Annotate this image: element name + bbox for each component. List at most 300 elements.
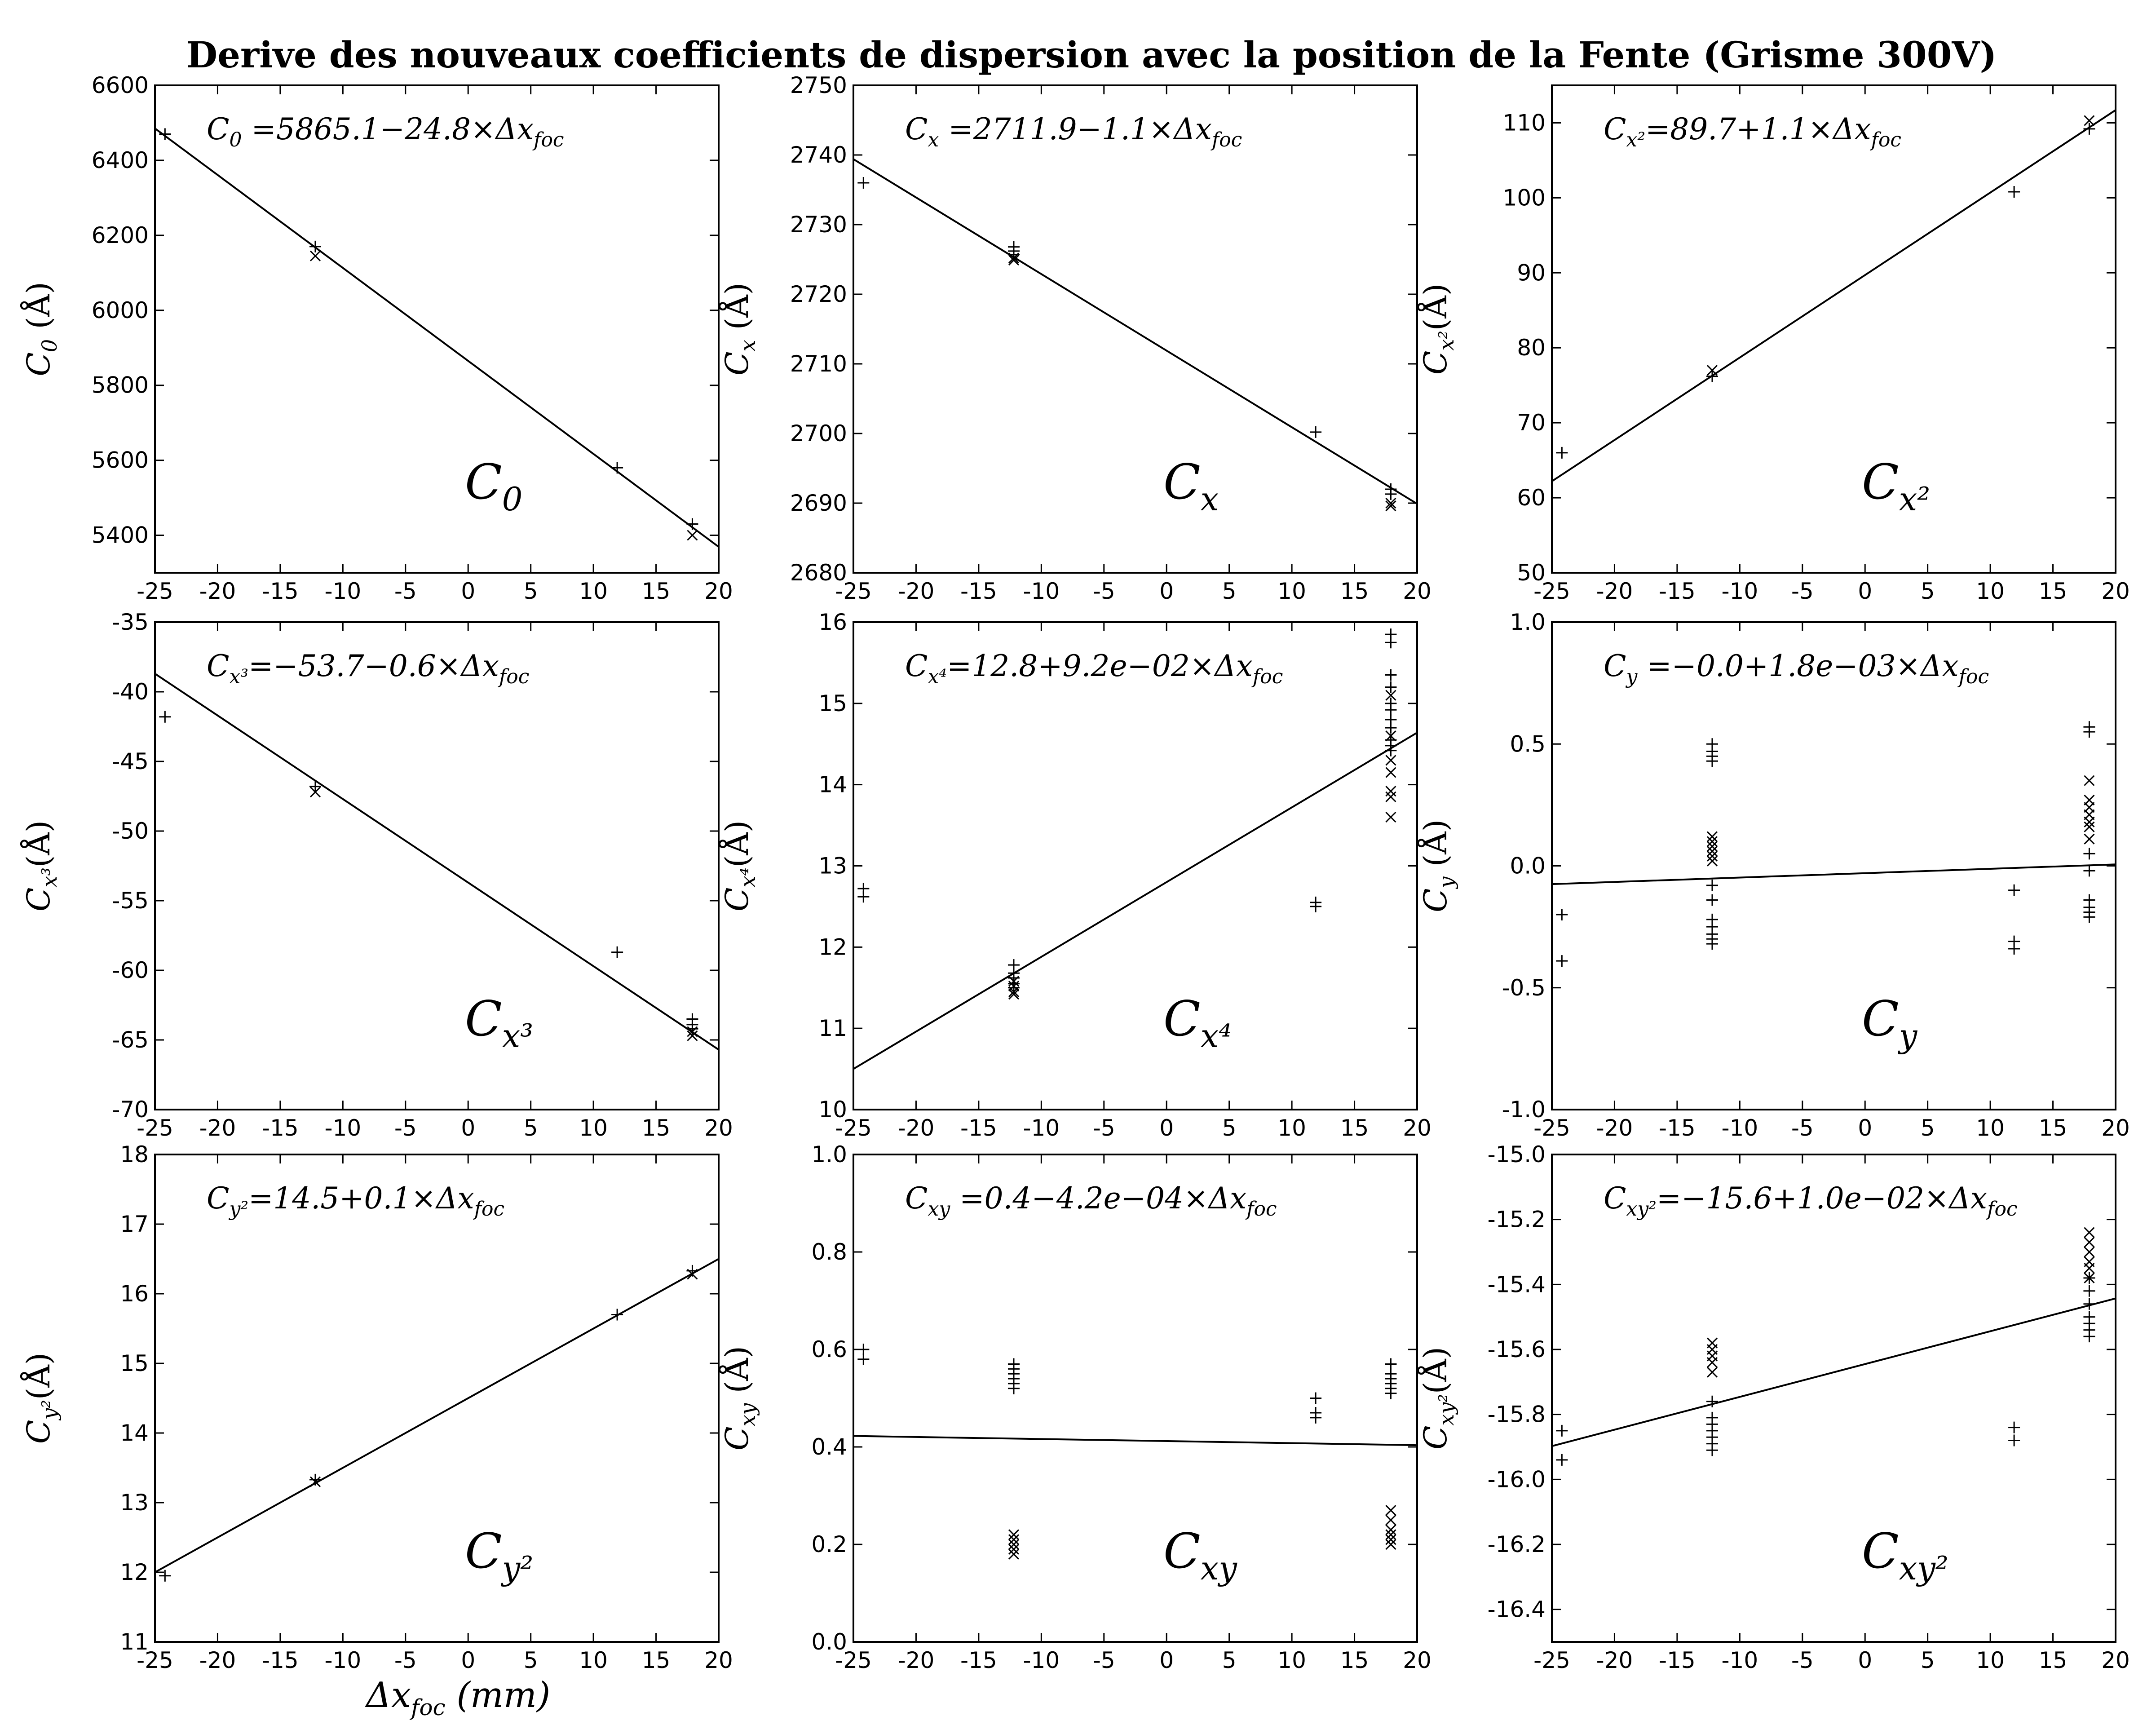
x-tick-label: 0	[1159, 1647, 1174, 1673]
equation-symbol: C	[905, 649, 928, 683]
y-tick-label: 1.0	[811, 1141, 847, 1168]
cross-marker	[1009, 1539, 1019, 1549]
x-tick-label: -10	[324, 578, 362, 604]
y-label-symbol: C	[1417, 350, 1454, 375]
plus-marker	[686, 518, 698, 530]
x-tick-label: -10	[1721, 1647, 1758, 1673]
plus-marker	[1706, 938, 1718, 950]
x-tick-label: -5	[394, 578, 417, 604]
y-tick-label: -40	[112, 679, 149, 705]
x-tick-label: 0	[461, 1115, 476, 1141]
y-tick-label: 13	[818, 853, 847, 879]
cross-marker	[2084, 822, 2094, 832]
x-tick-label: -5	[1791, 1115, 1814, 1141]
y-tick-label: -45	[112, 748, 149, 774]
cross-marker	[1707, 1358, 1717, 1367]
plus-marker	[1556, 447, 1568, 459]
coefficient-subscript: 0	[502, 480, 523, 518]
equation-rhs: =−15.6+1.0e−02×Δx	[1656, 1181, 1988, 1216]
equation-subscript: x³	[229, 665, 248, 688]
cross-marker	[2084, 776, 2094, 786]
y-label-unit: (Å)	[719, 283, 755, 340]
plot-frame	[1552, 1154, 2116, 1642]
y-label-subscript: y	[1434, 876, 1458, 889]
x-tick-label: 10	[579, 1647, 608, 1673]
coefficient-label	[1862, 1523, 1948, 1587]
y-tick-label: 110	[1502, 110, 1546, 136]
equation-subscript: x²	[1626, 128, 1645, 151]
x-tick-label: -15	[1659, 1115, 1696, 1141]
plus-marker	[2083, 1285, 2095, 1297]
fit-equation	[905, 1181, 1277, 1221]
y-tick-label: 14	[818, 771, 847, 798]
plus-marker	[2083, 911, 2095, 923]
y-axis-label	[20, 1353, 62, 1444]
cross-marker	[1386, 755, 1396, 765]
fit-line	[1552, 110, 2116, 481]
cross-marker	[1707, 841, 1717, 851]
data-layer	[1552, 1228, 2116, 1466]
x-tick-label: -20	[199, 578, 236, 604]
x-tick-label: 10	[1277, 1115, 1306, 1141]
y-label-symbol: C	[20, 1420, 57, 1444]
cross-marker	[687, 531, 697, 540]
y-axis-label	[719, 1346, 760, 1451]
x-tick-label: 5	[1222, 1115, 1237, 1141]
cross-marker	[1386, 1505, 1396, 1515]
plus-marker	[2083, 726, 2095, 738]
x-tick-label: 10	[1277, 578, 1306, 604]
plot-frame	[853, 85, 1417, 573]
equation-tail: foc	[1246, 1198, 1277, 1221]
x-tick-label: -15	[1659, 578, 1696, 604]
y-tick-label: 14	[120, 1420, 149, 1446]
x-tick-label: 15	[2038, 1647, 2068, 1673]
coefficient-symbol: C	[1862, 454, 1899, 510]
data-layer	[853, 628, 1417, 1069]
x-tick-label: 0	[1858, 578, 1873, 604]
x-tick-label: -25	[835, 1115, 872, 1141]
fit-equation	[905, 112, 1242, 151]
x-tick-label: -10	[1023, 1647, 1060, 1673]
plot-frame	[155, 622, 719, 1110]
cross-marker	[1386, 1515, 1396, 1525]
equation-rhs: =89.7+1.1×Δx	[1645, 112, 1871, 146]
x-tick-label: 0	[1159, 1115, 1174, 1141]
x-tick-label: -10	[324, 1647, 362, 1673]
y-axis-label	[1417, 283, 1458, 375]
y-tick-label: 0.0	[811, 1629, 847, 1655]
x-tick-label: 0	[1159, 578, 1174, 604]
equation-tail: foc	[534, 128, 564, 151]
x-tick-label: -15	[262, 1115, 299, 1141]
fit-line	[853, 733, 1417, 1069]
y-label-unit: (Å)	[1417, 283, 1454, 331]
cross-marker	[1386, 1530, 1396, 1539]
fit-line	[853, 1436, 1417, 1446]
y-tick-label: -70	[112, 1097, 149, 1123]
x-tick-label: -15	[960, 1647, 997, 1673]
x-tick-label: 10	[1976, 1647, 2005, 1673]
y-axis-label	[1417, 819, 1458, 912]
coefficient-symbol: C	[1163, 454, 1201, 510]
y-label-symbol: C	[20, 887, 57, 912]
y-tick-label: 11	[818, 1015, 847, 1042]
equation-subscript: y²	[229, 1198, 248, 1221]
x-tick-label: 20	[1403, 578, 1431, 604]
x-tick-label: 5	[523, 578, 538, 604]
x-tick-label: -15	[960, 1115, 997, 1141]
y-tick-label: -15.8	[1487, 1401, 1546, 1428]
plus-marker	[1556, 909, 1568, 920]
plus-marker	[2083, 1298, 2095, 1310]
y-tick-label: 0.0	[1510, 853, 1546, 879]
coefficient-subscript: x³	[502, 1017, 534, 1055]
x-tick-label: 0	[461, 578, 476, 604]
fit-equation	[207, 112, 564, 151]
y-tick-label: 2700	[790, 420, 847, 447]
y-tick-label: 2680	[790, 560, 847, 586]
plus-marker	[1008, 1383, 1020, 1394]
equation-symbol: C	[1604, 1181, 1626, 1216]
y-label-unit: (Å)	[719, 1346, 755, 1403]
x-tick-label: -25	[137, 1115, 173, 1141]
x-tick-label: 15	[2038, 1115, 2068, 1141]
x-tick-label: -25	[137, 1647, 173, 1673]
fit-equation	[1604, 1181, 2018, 1221]
x-tick-label: 15	[641, 1647, 671, 1673]
data-layer	[155, 1259, 719, 1582]
y-tick-label: 2720	[790, 281, 847, 307]
x-tick-label: -10	[1023, 578, 1060, 604]
x-tick-label: -20	[897, 1647, 935, 1673]
cross-marker	[2084, 834, 2094, 844]
x-tick-label: 5	[1920, 578, 1935, 604]
coefficient-label	[465, 991, 533, 1055]
y-label-subscript: x	[736, 340, 760, 352]
y-tick-label: 2710	[790, 351, 847, 377]
equation-tail: foc	[499, 665, 530, 688]
coefficient-symbol: C	[465, 454, 502, 510]
coefficient-subscript: y²	[502, 1549, 534, 1587]
plus-marker	[1706, 894, 1718, 906]
equation-subscript: xy	[928, 1198, 950, 1221]
cross-marker	[1707, 832, 1717, 841]
y-label-symbol: C	[719, 887, 755, 912]
equation-rhs: =12.8+9.2e−02×Δx	[946, 649, 1253, 683]
y-tick-label: 12	[818, 934, 847, 960]
cross-marker	[1707, 856, 1717, 866]
equation-subscript: x	[928, 128, 939, 151]
coefficient-symbol: C	[1163, 991, 1201, 1047]
y-tick-label: 0.5	[1510, 731, 1546, 757]
y-tick-label: -15.6	[1487, 1336, 1546, 1362]
y-label-subscript: x²	[1434, 331, 1458, 351]
plus-marker	[2083, 1331, 2095, 1342]
plot-frame	[853, 1154, 1417, 1642]
fit-equation	[207, 649, 529, 688]
chart-panel-3	[1417, 85, 2130, 604]
x-tick-label: 15	[1340, 578, 1369, 604]
y-tick-label: 15	[120, 1350, 149, 1376]
equation-symbol: C	[207, 112, 230, 146]
coefficient-subscript: y	[1899, 1017, 1917, 1055]
plus-marker	[309, 1474, 321, 1486]
plus-marker	[1706, 880, 1718, 891]
x-tick-label: -25	[1533, 578, 1570, 604]
x-tick-label: 20	[2101, 578, 2130, 604]
y-label-subscript: y²	[37, 1400, 62, 1420]
cross-marker	[1386, 768, 1396, 778]
coefficient-label	[1163, 991, 1232, 1055]
x-tick-label: 5	[523, 1647, 538, 1673]
x-tick-label: 20	[2101, 1647, 2130, 1673]
cross-marker	[1386, 812, 1396, 822]
plus-marker	[857, 1353, 869, 1365]
equation-subscript: x⁴	[928, 665, 947, 688]
y-label-unit: (Å)	[20, 1352, 57, 1400]
equation-rhs: =5865.1−24.8×Δx	[242, 112, 534, 146]
x-tick-label: -5	[1092, 1115, 1115, 1141]
y-tick-label: 11	[120, 1629, 149, 1655]
y-tick-label: 15	[818, 690, 847, 717]
y-label-unit: (Å)	[1417, 1346, 1454, 1394]
y-tick-label: 90	[1517, 260, 1546, 286]
coefficient-label	[1862, 454, 1930, 518]
plot-frame	[155, 85, 719, 573]
x-tick-label: 0	[1858, 1647, 1873, 1673]
cross-marker	[1386, 1535, 1396, 1544]
coefficient-subscript: x²	[1899, 480, 1931, 518]
x-label-subscript: foc	[411, 1694, 446, 1721]
y-label-subscript: 0	[37, 339, 62, 353]
panels	[20, 72, 2130, 1673]
plus-marker	[1556, 955, 1568, 967]
equation-tail: foc	[1958, 665, 1989, 688]
cross-marker	[1707, 836, 1717, 846]
y-axis-label	[20, 820, 62, 911]
plus-marker	[611, 462, 623, 473]
plus-marker	[1310, 426, 1321, 438]
fit-line	[853, 159, 1417, 504]
x-tick-label: 5	[1222, 578, 1237, 604]
x-tick-label: -20	[897, 578, 935, 604]
coefficient-label	[1862, 991, 1918, 1055]
y-tick-label: 0.6	[811, 1336, 847, 1362]
plot-frame	[853, 622, 1417, 1110]
plus-marker	[2008, 1435, 2020, 1446]
equation-rhs: =2711.9−1.1×Δx	[939, 112, 1212, 146]
y-tick-label: -65	[112, 1027, 149, 1053]
y-tick-label: 100	[1502, 185, 1546, 211]
y-axis-label	[719, 820, 760, 911]
x-tick-label: 10	[579, 578, 608, 604]
data-layer	[155, 128, 719, 547]
y-tick-label: 50	[1517, 560, 1546, 586]
x-tick-label: 20	[2101, 1115, 2130, 1141]
plus-marker	[1385, 669, 1396, 681]
equation-rhs: =0.4−4.2e−04×Δx	[950, 1181, 1247, 1216]
y-label-unit: (Å)	[20, 820, 57, 868]
y-tick-label: 6200	[91, 222, 149, 248]
y-tick-label: 0.4	[811, 1434, 847, 1460]
x-label-unit: (mm)	[445, 1675, 551, 1716]
y-tick-label: -1.0	[1502, 1097, 1546, 1123]
y-label-subscript: xy²	[1434, 1394, 1458, 1426]
y-label-symbol: C	[719, 1426, 755, 1451]
x-tick-label: -25	[137, 578, 173, 604]
y-tick-label: 80	[1517, 335, 1546, 361]
y-tick-label: -16.2	[1487, 1531, 1546, 1557]
cross-marker	[1707, 1367, 1717, 1377]
x-tick-label: 10	[579, 1115, 608, 1141]
x-label-symbol: Δx	[366, 1675, 411, 1716]
y-tick-label: 2740	[790, 142, 847, 168]
coefficient-subscript: x	[1200, 480, 1219, 518]
x-tick-label: -5	[1092, 578, 1115, 604]
chart-panel-5	[719, 609, 1431, 1141]
cross-marker	[2084, 1237, 2094, 1247]
plus-marker	[159, 711, 171, 723]
cross-marker	[1009, 1549, 1019, 1559]
x-tick-label: 0	[461, 1647, 476, 1673]
figure-xlabel	[365, 1675, 551, 1721]
data-layer	[1552, 110, 2116, 481]
chart-panel-9	[1417, 1141, 2130, 1673]
y-tick-label: 16	[120, 1281, 149, 1307]
x-tick-label: -20	[1596, 578, 1633, 604]
y-label-subscript: x⁴	[736, 867, 760, 888]
chart-panel-6	[1417, 609, 2130, 1141]
coefficient-symbol: C	[465, 991, 502, 1047]
x-tick-label: -15	[262, 1647, 299, 1673]
data-layer	[155, 674, 719, 1050]
fit-equation	[1604, 649, 1989, 688]
x-tick-label: 20	[704, 1647, 733, 1673]
plus-marker	[1310, 1393, 1321, 1404]
cross-marker	[1386, 792, 1396, 802]
y-label-subscript: x³	[37, 867, 62, 888]
coefficient-subscript: x⁴	[1200, 1017, 1232, 1055]
plot-frame	[1552, 622, 2116, 1110]
y-tick-label: -0.5	[1502, 974, 1546, 1001]
coefficient-label	[1163, 1523, 1237, 1587]
plus-marker	[1310, 1412, 1321, 1424]
cross-marker	[1009, 1535, 1019, 1544]
x-tick-label: 0	[1858, 1115, 1873, 1141]
cross-marker	[1707, 851, 1717, 861]
x-tick-label: -5	[1791, 578, 1814, 604]
y-tick-label: 6000	[91, 297, 149, 323]
equation-rhs: =14.5+0.1×Δx	[248, 1181, 474, 1216]
x-tick-label: -10	[1721, 1115, 1758, 1141]
fit-line	[155, 674, 719, 1050]
x-tick-label: 10	[1976, 578, 2005, 604]
plus-marker	[2008, 1422, 2020, 1433]
x-tick-label: -25	[835, 1647, 872, 1673]
figure-title: Derive des nouveaux coefficients de dispersion avec la position de la Fente (Grisme 300V)	[186, 34, 1997, 76]
y-label-symbol: C	[719, 351, 755, 376]
plus-marker	[1385, 1388, 1396, 1399]
data-layer	[853, 159, 1417, 511]
y-tick-label: 6400	[91, 147, 149, 173]
y-tick-label: -16.0	[1487, 1466, 1546, 1493]
y-tick-label: 2690	[790, 490, 847, 516]
cross-marker	[1009, 1544, 1019, 1554]
plot-frame	[155, 1154, 719, 1642]
y-tick-label: 18	[120, 1141, 149, 1168]
equation-symbol: C	[207, 649, 230, 683]
equation-symbol: C	[905, 1181, 928, 1216]
x-tick-label: -20	[1596, 1115, 1633, 1141]
y-label-unit: (Å)	[20, 282, 57, 339]
plus-marker	[1706, 1444, 1718, 1456]
coefficient-symbol: C	[1163, 1523, 1201, 1579]
y-tick-label: -35	[112, 609, 149, 635]
equation-tail: foc	[474, 1198, 505, 1221]
x-tick-label: -15	[1659, 1647, 1696, 1673]
x-tick-label: 20	[1403, 1647, 1431, 1673]
y-label-subscript: xy	[736, 1403, 760, 1427]
x-tick-label: 5	[1920, 1115, 1935, 1141]
x-tick-label: 10	[1277, 1647, 1306, 1673]
y-tick-label: 0.2	[811, 1531, 847, 1557]
x-tick-label: -10	[1721, 578, 1758, 604]
x-tick-label: 15	[2038, 578, 2068, 604]
equation-subscript: y	[1626, 665, 1638, 688]
data-layer	[1552, 721, 2116, 967]
plus-marker	[2008, 943, 2020, 955]
plot-frame	[1552, 85, 2116, 573]
y-tick-label: 13	[120, 1490, 149, 1516]
coefficient-label	[1163, 454, 1219, 518]
plus-marker	[1556, 1425, 1568, 1437]
cross-marker	[1386, 1539, 1396, 1549]
x-tick-label: 15	[1340, 1647, 1369, 1673]
y-tick-label: 70	[1517, 410, 1546, 436]
y-tick-label: 60	[1517, 485, 1546, 511]
plus-marker	[2008, 186, 2020, 198]
data-layer	[853, 1344, 1417, 1559]
y-axis-label	[719, 283, 760, 376]
plus-marker	[611, 947, 623, 958]
chart-panel-1	[20, 72, 733, 604]
cross-marker	[1009, 1530, 1019, 1539]
plus-marker	[2008, 885, 2020, 896]
equation-tail: foc	[1871, 128, 1902, 151]
equation-tail: foc	[1212, 128, 1242, 151]
x-tick-label: 15	[641, 578, 671, 604]
plus-marker	[857, 177, 869, 189]
y-tick-label: 2730	[790, 212, 847, 238]
x-tick-label: -5	[394, 1647, 417, 1673]
x-tick-label: -15	[960, 578, 997, 604]
x-tick-label: 20	[1403, 1115, 1431, 1141]
fit-line	[155, 128, 719, 547]
x-tick-label: -10	[324, 1115, 362, 1141]
cross-marker	[1707, 846, 1717, 856]
x-tick-label: -5	[1092, 1647, 1115, 1673]
cross-marker	[2084, 1263, 2094, 1273]
y-axis-label	[1417, 1347, 1458, 1450]
y-tick-label: -16.4	[1487, 1596, 1546, 1623]
x-tick-label: -25	[1533, 1647, 1570, 1673]
y-tick-label: 10	[818, 1097, 847, 1123]
equation-tail: foc	[1987, 1198, 2018, 1221]
y-tick-label: 6600	[91, 72, 149, 98]
x-tick-label: -25	[835, 578, 872, 604]
y-label-unit: (Å)	[1417, 819, 1454, 877]
